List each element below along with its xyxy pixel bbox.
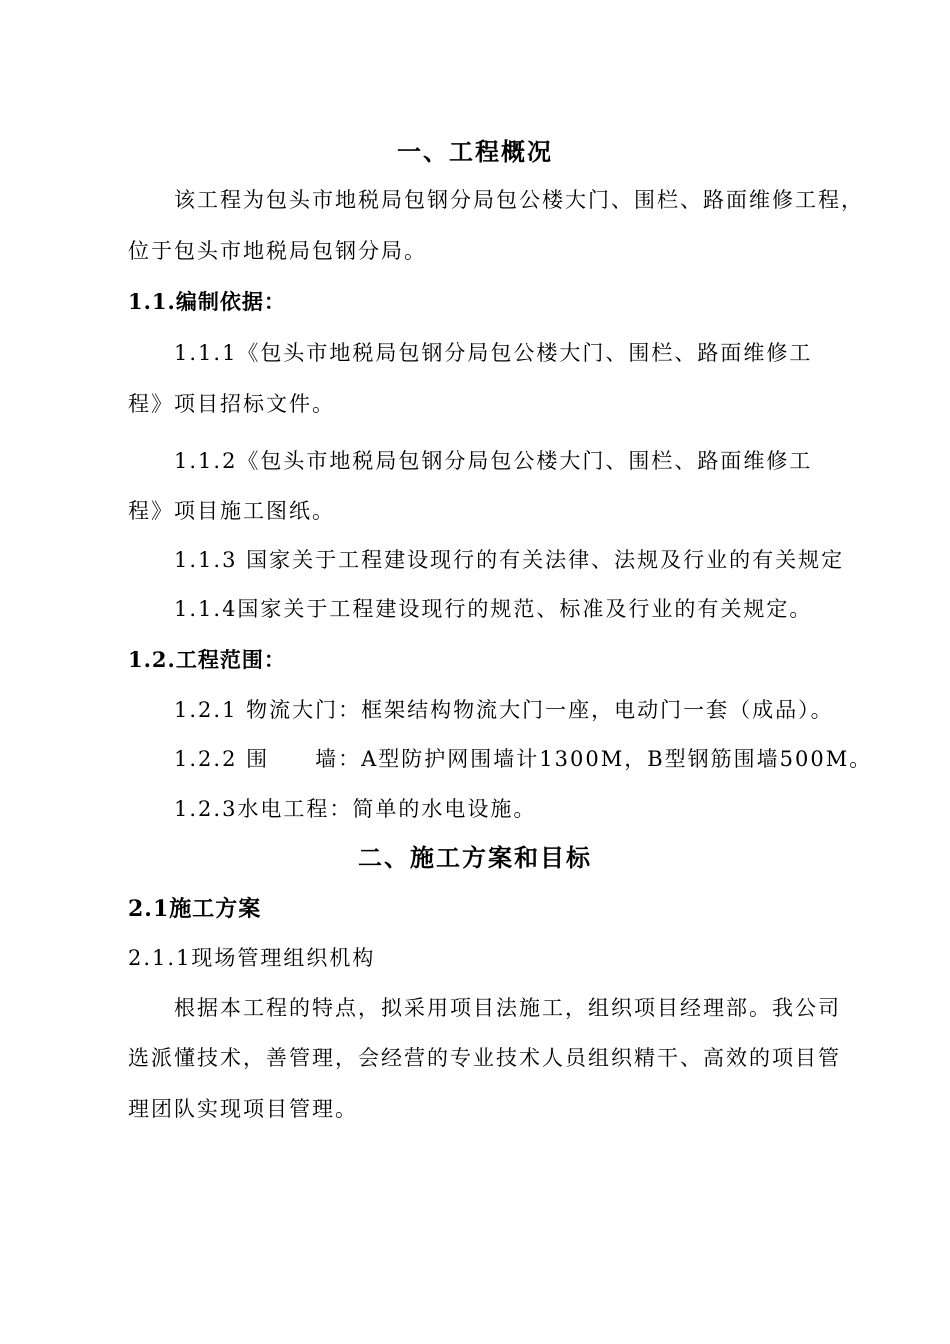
basis-item-2-line-1: 1.1.2《包头市地税局包钢分局包公楼大门、围栏、路面维修工 (174, 449, 813, 473)
basis-item-2-line-2: 程》项目施工图纸。 (128, 499, 335, 523)
scope-item-1: 1.2.1 物流大门：框架结构物流大门一座，电动门一套（成品）。 (174, 698, 834, 722)
section-2-title: 二、施工方案和目标 (358, 843, 592, 872)
scope-item-3: 1.2.3水电工程：简单的水电设施。 (174, 797, 537, 821)
basis-item-4: 1.1.4国家关于工程建设现行的规范、标准及行业的有关规定。 (174, 597, 813, 621)
section-1-title: 一、工程概况 (397, 137, 553, 166)
basis-item-1-line-1: 1.1.1《包头市地税局包钢分局包公楼大门、围栏、路面维修工 (174, 341, 813, 365)
paragraph-line-1: 根据本工程的特点，拟采用项目法施工，组织项目经理部。我公司 (174, 996, 841, 1020)
plan-heading: 2.1施工方案 (128, 896, 262, 922)
scope-heading: 1.2.工程范围： (128, 647, 286, 672)
basis-item-1-line-2: 程》项目招标文件。 (128, 392, 335, 416)
paragraph-line-3: 理团队实现项目管理。 (128, 1097, 358, 1121)
intro-line-2: 位于包头市地税局包钢分局。 (128, 239, 427, 263)
org-heading: 2.1.1现场管理组织机构 (128, 946, 376, 970)
paragraph-line-2: 选派懂技术，善管理，会经营的专业技术人员组织精干、高效的项目管 (128, 1046, 841, 1070)
basis-heading: 1.1.编制依据： (128, 289, 286, 314)
intro-line-1: 该工程为包头市地税局包钢分局包公楼大门、围栏、路面维修工程， (174, 188, 864, 212)
scope-item-2: 1.2.2 围 墙：A型防护网围墙计1300M，B型钢筋围墙500M。 (174, 747, 873, 771)
basis-item-3: 1.1.3 国家关于工程建设现行的有关法律、法规及行业的有关规定 (174, 548, 845, 572)
